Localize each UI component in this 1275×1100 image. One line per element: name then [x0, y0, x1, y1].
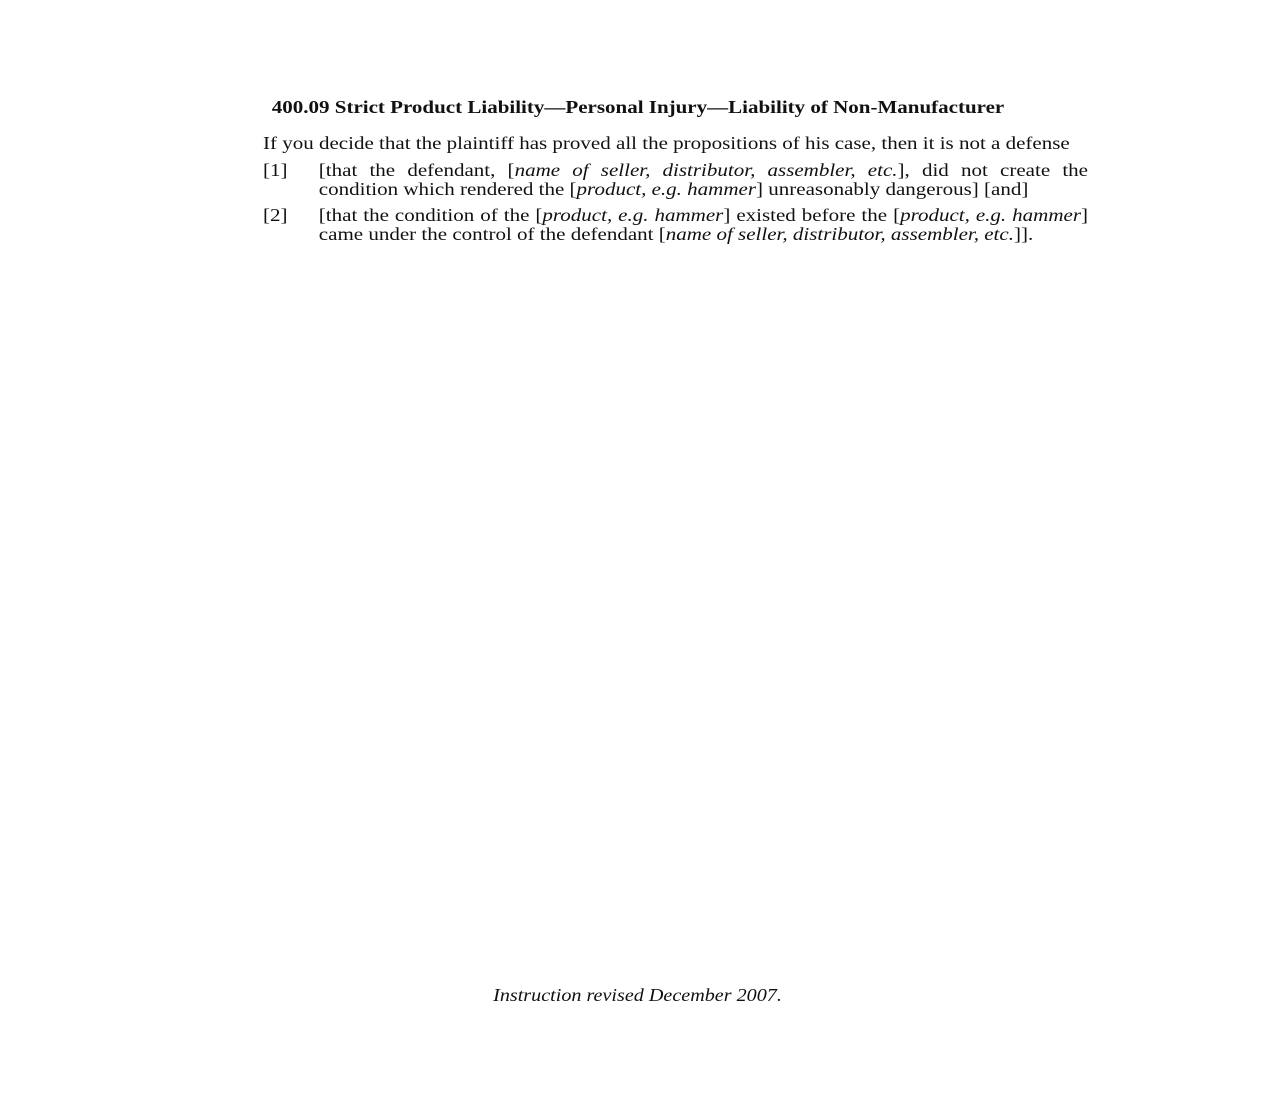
document-body	[188, 98, 1088, 251]
text-segment: ] came under the control of the defendant [	[318, 205, 1088, 244]
item-text	[319, 160, 1088, 199]
text-segment: [that the condition of the [	[318, 205, 543, 225]
text-segment: [that the defendant, [	[318, 160, 515, 180]
italic-placeholder: product, e.g. hammer	[576, 179, 757, 199]
italic-placeholder: product, e.g. hammer	[542, 205, 724, 225]
list-item	[188, 161, 1088, 199]
italic-placeholder: name of seller, distributor, assembler, etc.	[665, 224, 1014, 244]
text-segment: ]].	[1013, 224, 1034, 244]
text-segment: ] unreasonably dangerous] [and]	[756, 179, 1029, 199]
item-number: [1]	[263, 160, 288, 180]
item-text	[319, 205, 1088, 244]
revision-note: Instruction revised December 2007.	[493, 985, 782, 1005]
italic-placeholder: product, e.g. hammer	[900, 205, 1082, 225]
text-segment: ] existed before the [	[723, 205, 901, 225]
italic-placeholder: name of seller, distributor, assembler, etc.	[514, 160, 898, 180]
item-number: [2]	[263, 205, 288, 225]
list-item	[188, 206, 1088, 244]
text-segment: ], did not create the condition which rendered the [	[318, 160, 1088, 199]
instruction-title: 400.09 Strict Product Liability—Personal Injury—Liability of Non-Manufacturer	[271, 97, 1005, 117]
intro-paragraph: If you decide that the plaintiff has proved all the propositions of his case, then it is not a defense	[263, 133, 1070, 153]
